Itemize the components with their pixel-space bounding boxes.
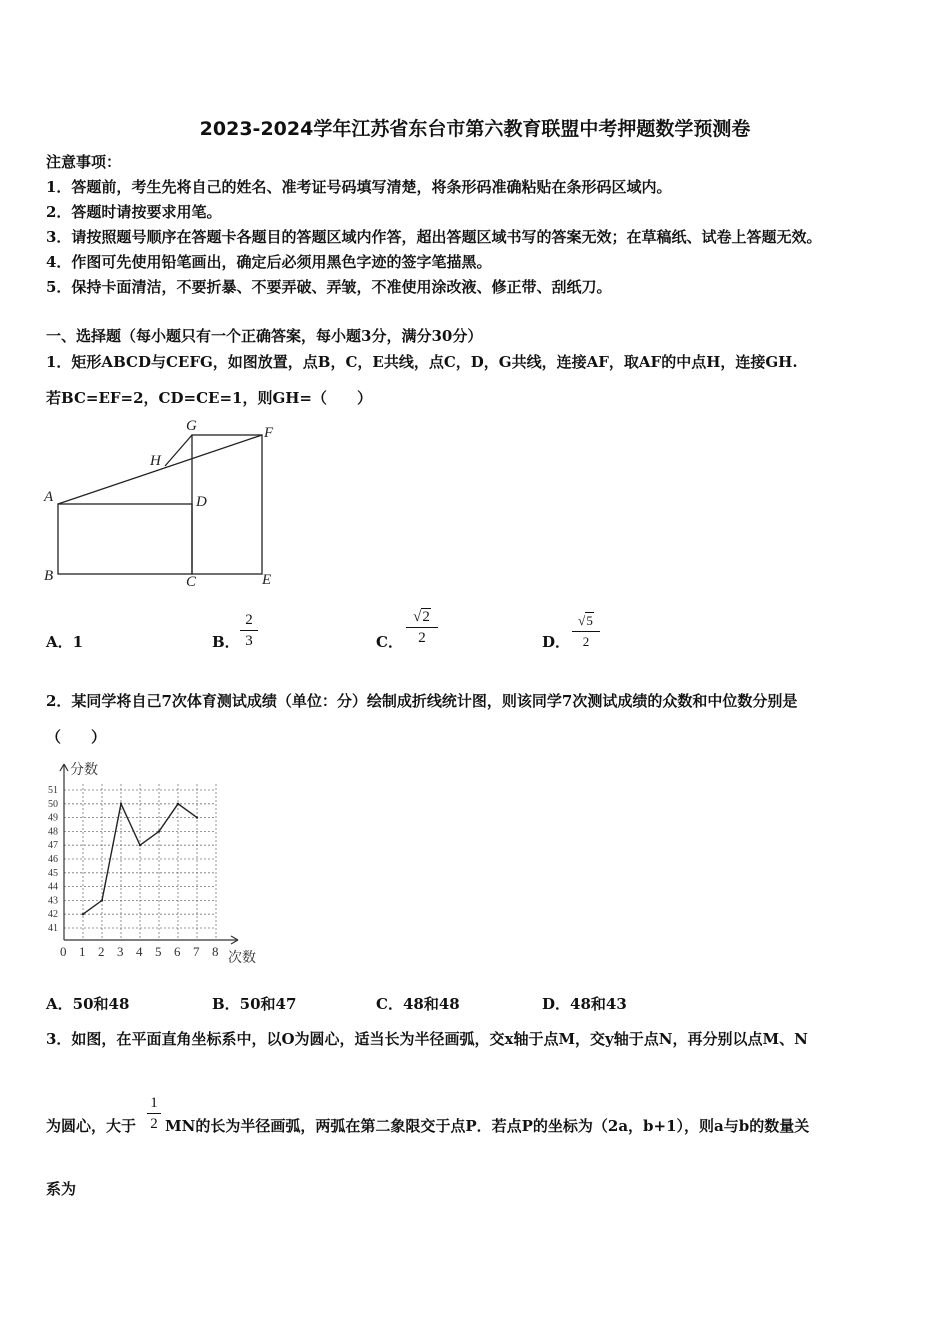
y-tick-label: 43: [48, 895, 58, 907]
rect-abcd: [58, 504, 192, 574]
notice-item: 1．答题前，考生先将自己的姓名、准考证号码填写清楚，将条形码准确粘贴在条形码区域内。: [46, 178, 672, 196]
data-point: [177, 803, 179, 805]
q1-stem-line1: 1．矩形ABCD与CEFG，如图放置，点B，C，E共线，点C，D，G共线，连接AF，取AF的中点H，连接GH.: [46, 353, 798, 371]
data-point: [120, 803, 122, 805]
notice-item: 5．保持卡面清洁，不要折暴、不要弄破、弄皱，不准使用涂改液、修正带、刮纸刀。: [46, 278, 612, 296]
q2-option-d[interactable]: D．48和43: [542, 995, 627, 1013]
y-tick-label: 49: [48, 812, 58, 824]
x-tick-label: 6: [174, 944, 181, 959]
label-e: E: [262, 572, 272, 588]
q1-option-d-fraction: √5 2: [572, 612, 600, 651]
q1-option-b-fraction: 2 3: [240, 611, 258, 650]
q2-line-chart: [44, 756, 266, 968]
x-tick-label: 3: [117, 944, 124, 959]
q1-option-a[interactable]: A．1: [46, 633, 84, 651]
label-g: G: [186, 418, 197, 434]
notice-item: 3．请按照题号顺序在答题卡各题目的答题区域内作答，超出答题区域书写的答案无效；在草稿纸、试卷上答题无效。: [46, 228, 822, 246]
data-point: [101, 899, 103, 901]
page-title: 2023-2024学年江苏省东台市第六教育联盟中考押题数学预测卷: [199, 118, 751, 140]
y-tick-label: 42: [48, 909, 58, 921]
q2-stem-line1: 2．某同学将自己7次体育测试成绩（单位：分）绘制成折线统计图，则该同学7次测试成绩的众数和中位数分别是: [46, 692, 798, 710]
label-c: C: [186, 574, 197, 590]
q3-stem-line2-end: MN的长为半径画弧，两弧在第二象限交于点P．若点P的坐标为（2a，b+1），则a与b的数量关: [165, 1117, 810, 1135]
y-axis-label: 分数: [70, 763, 98, 778]
y-tick-label: 48: [48, 826, 58, 838]
x-tick-label: 5: [155, 944, 162, 959]
q2-stem-line2: （ ）: [46, 728, 107, 746]
data-point: [82, 913, 84, 915]
label-b: B: [44, 568, 54, 584]
q3-stem-line2-start: 为圆心，大于: [46, 1117, 137, 1135]
y-tick-label: 50: [48, 798, 58, 810]
notice-item: 2．答题时请按要求用笔。: [46, 203, 222, 221]
x-tick-label: 4: [136, 944, 143, 959]
q2-option-a[interactable]: A．50和48: [46, 995, 130, 1013]
q1-option-c-fraction: √2 2: [406, 608, 438, 647]
x-tick-label: 0: [60, 944, 67, 959]
data-point: [196, 816, 198, 818]
x-axis-label: 次数: [228, 951, 256, 966]
notice-heading: 注意事项：: [46, 153, 122, 171]
q1-option-b-label[interactable]: B．: [212, 633, 240, 651]
sqrt-radicand: 5: [586, 613, 593, 628]
label-h: H: [150, 453, 161, 469]
q2-option-b[interactable]: B．50和47: [212, 995, 297, 1013]
q3-half-fraction: 1 2: [147, 1094, 161, 1133]
x-tick-label: 8: [212, 944, 219, 959]
y-tick-label: 41: [48, 923, 58, 934]
section-heading: 一、选择题（每小题只有一个正确答案，每小题3分，满分30分）: [46, 327, 483, 345]
x-tick-label: 7: [193, 944, 200, 959]
q2-option-c[interactable]: C．48和48: [376, 995, 460, 1013]
y-tick-label: 47: [48, 840, 58, 852]
label-a: A: [44, 489, 54, 505]
segment-gh: [165, 435, 192, 466]
q3-stem-line1: 3．如图，在平面直角坐标系中，以O为圆心，适当长为半径画弧，交x轴于点M，交y轴于点N，再分别以点M、N: [46, 1030, 808, 1048]
y-tick-label: 45: [48, 867, 58, 879]
q1-option-d-label[interactable]: D．: [542, 633, 571, 651]
notice-item: 4．作图可先使用铅笔画出，确定后必须用黑色字迹的签字笔描黑。: [46, 253, 492, 271]
segment-af: [58, 435, 262, 504]
label-d: D: [196, 494, 207, 510]
y-tick-label: 51: [48, 785, 58, 796]
x-tick-label: 2: [98, 944, 105, 959]
data-point: [139, 844, 141, 846]
q1-option-c-label[interactable]: C．: [376, 633, 403, 651]
y-tick-label: 44: [48, 881, 58, 893]
label-f: F: [264, 425, 274, 441]
y-tick-label: 46: [48, 854, 58, 865]
sqrt-radicand: 2: [422, 609, 430, 625]
x-tick-label: 1: [79, 944, 86, 959]
data-point: [158, 830, 160, 832]
q3-stem-line3: 系为: [46, 1180, 77, 1198]
q1-figure: [40, 414, 290, 592]
q1-stem-line2: 若BC=EF=2，CD=CE=1，则GH=（ ）: [46, 389, 372, 407]
